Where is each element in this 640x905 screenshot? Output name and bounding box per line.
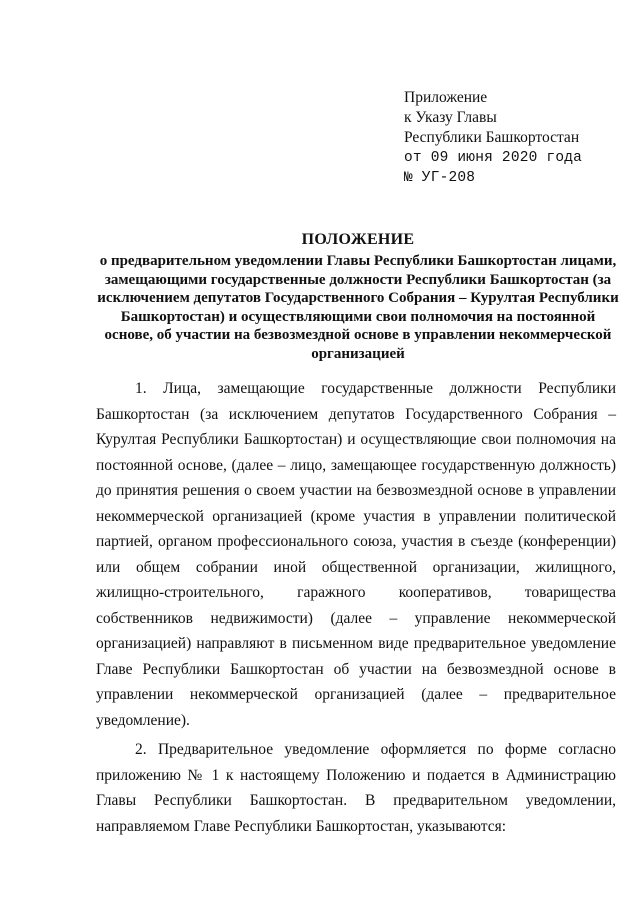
document-title-block <box>96 230 620 364</box>
document-heading: ПОЛОЖЕНИЕ <box>301 231 415 248</box>
appendix-republic: Республики Башкортостан <box>404 129 580 146</box>
appendix-decree-ref: к Указу Главы <box>404 109 497 126</box>
appendix-date: от 09 июня 2020 года <box>404 150 583 166</box>
appendix-label: Приложение <box>404 89 488 106</box>
appendix-number: № УГ-208 <box>404 170 476 186</box>
document-body <box>96 376 616 843</box>
paragraph-1: 1. Лица, замещающие государственные должности Республики Башкортостан (за исключением депутатов Государственного Собрания – Курултая Республики Башкортостан) и осуществляющие свои полномочия на постоянной основе, (далее – лицо, замещающее государственную должность) до принятия решения о своем участии на безвозмездной основе в управлении некоммерческой организацией (кроме участия в управлении политической партией, органом профессионального союза, участия в съезде (конференции) или общем собрании иной общественной организации, жилищного, жилищно-строительного, гаражного кооперативов, товарищества собственников недвижимости) (далее – управление некоммерческой организацией) направляют в письменном виде предварительное уведомление Главе Республики Башкортостан об участии на безвозмездной основе в управлении некоммерческой организацией (далее – предварительное уведомление). <box>96 380 616 729</box>
document-subtitle: о предварительном уведомлении Главы Республики Башкортостан лицами, замещающими государственные должности Республики Башкортостан (за исключением депутатов Государственного Собрания – Курултая Республики Башкортостан) и осуществляющими свои полномочия на постоянной основе, об участии на безвозмездной основе в управлении некоммерческой организацией <box>97 253 619 362</box>
appendix-reference <box>404 88 582 188</box>
paragraph-2: 2. Предварительное уведомление оформляется по форме согласно приложению № 1 к настоящему Положению и подается в Администрацию Главы Республики Башкортостан. В предварительном уведомлении, направляемом Главе Республики Башкортостан, указываются: <box>96 741 616 835</box>
